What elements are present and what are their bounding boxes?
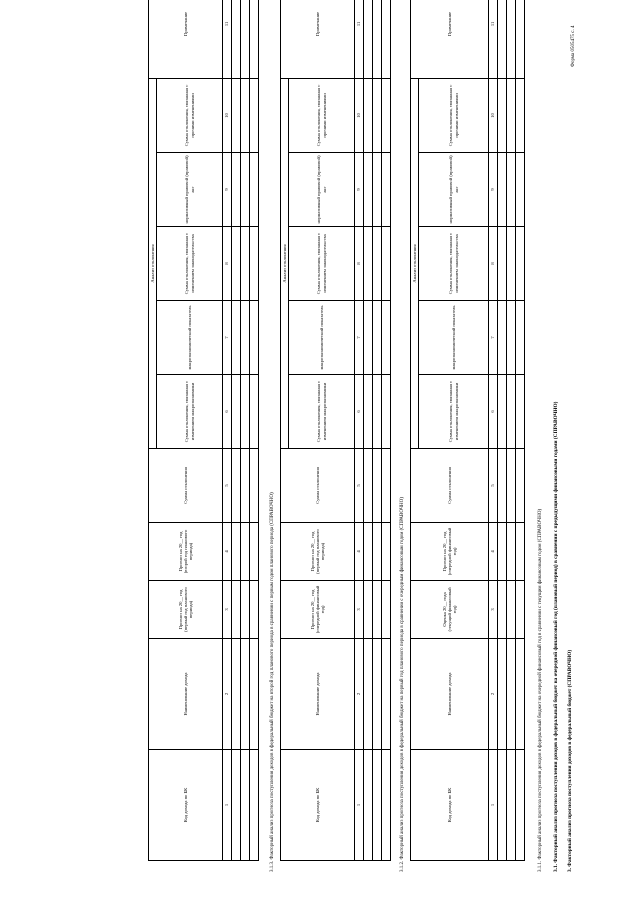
- col-number: 7: [355, 301, 364, 375]
- header-col5: Сумма отклонения: [281, 449, 355, 523]
- col-number: 9: [355, 153, 364, 227]
- header-col3: Оценка 20__ года (текущий финансовый год): [411, 581, 489, 639]
- col-number: 11: [355, 0, 364, 78]
- col-number: 4: [223, 523, 232, 581]
- col-number: 3: [355, 581, 364, 639]
- header-col9: нормативный правовой (правовой) акт: [289, 153, 355, 227]
- col-number: 9: [223, 153, 232, 227]
- table-caption-2: 3.1.2. Факторный анализ прогноза поступления доходов в федеральный бюджет на первый год планового периода в сравнении с очередным финансовым годом (СПРАВОЧНО): [400, 497, 405, 872]
- header-name: Наименование дохода: [411, 639, 489, 750]
- header-col11: Примечание: [411, 0, 489, 78]
- header-name: Наименование дохода: [281, 639, 355, 750]
- col-number: 7: [489, 301, 498, 375]
- table-caption-1: 3.1.1. Факторный анализ прогноза поступления доходов в федеральный бюджет на очередной финансовый год в сравнении с текущим финансовым годом (СПРАВОЧНО): [538, 508, 543, 872]
- col-number: 2: [355, 639, 364, 750]
- header-col6: Сумма отклонения, связанная с изменением макроэкономики: [157, 375, 223, 449]
- col-number: 8: [355, 227, 364, 301]
- factor-table-1: [410, 0, 525, 861]
- col-number: 2: [489, 639, 498, 750]
- header-col5: Сумма отклонения: [149, 449, 223, 523]
- table-row: [382, 0, 391, 861]
- col-number: 5: [223, 449, 232, 523]
- table-row: [232, 0, 241, 861]
- header-group: Анализ отклонения: [149, 78, 157, 448]
- col-number: 7: [223, 301, 232, 375]
- col-number: 5: [355, 449, 364, 523]
- header-col10: Сумма отклонения, связанная с прочими изменениями: [419, 78, 489, 152]
- header-code: Код дохода по БК: [281, 750, 355, 861]
- factor-table-3: [148, 0, 259, 861]
- col-number: 11: [223, 0, 232, 78]
- form-label: Форма 0505475 с. 4: [571, 25, 576, 67]
- table-row: [516, 0, 525, 861]
- col-number: 10: [355, 78, 364, 152]
- col-number: 6: [489, 375, 498, 449]
- header-col10: Сумма отклонения, связанная с прочими изменениями: [289, 78, 355, 152]
- table-row: [364, 0, 373, 861]
- col-number: 2: [223, 639, 232, 750]
- table-row: [241, 0, 250, 861]
- col-number: 6: [223, 375, 232, 449]
- col-number: 8: [223, 227, 232, 301]
- table-row: [498, 0, 507, 861]
- header-col4: Прогноз на 20__ год (второй год планового периода): [149, 523, 223, 581]
- header-col7: макроэкономический показатель: [419, 301, 489, 375]
- col-number: 3: [489, 581, 498, 639]
- col-number: 6: [355, 375, 364, 449]
- header-col6: Сумма отклонения, связанная с изменением макроэкономики: [289, 375, 355, 449]
- col-number: 4: [489, 523, 498, 581]
- col-number: 4: [355, 523, 364, 581]
- subsection-title: 3.1. Факторный анализ прогноза поступления доходов в федеральный бюджет на очередной финансовый год (плановый период) в сравнении с предыдущими финансовыми годами (СПРАВОЧНО): [553, 401, 559, 872]
- header-col4: Прогноз на 20__ год (первый год планового периода): [281, 523, 355, 581]
- header-name: Наименование дохода: [149, 639, 223, 750]
- header-col5: Сумма отклонения: [411, 449, 489, 523]
- header-col8: Сумма отклонения, связанная с изменением законодательства: [157, 227, 223, 301]
- col-number: 3: [223, 581, 232, 639]
- table-row: [250, 0, 259, 861]
- header-col3: Прогноз на 20__ год (очередной финансовый год): [281, 581, 355, 639]
- header-code: Код дохода по БК: [411, 750, 489, 861]
- header-col11: Примечание: [149, 0, 223, 78]
- header-col9: нормативный правовой (правовой) акт: [419, 153, 489, 227]
- header-col8: Сумма отклонения, связанная с изменением законодательства: [289, 227, 355, 301]
- table-row: [373, 0, 382, 861]
- header-col8: Сумма отклонения, связанная с изменением законодательства: [419, 227, 489, 301]
- col-number: 10: [223, 78, 232, 152]
- col-number: 1: [355, 750, 364, 861]
- section-title: 3. Факторный анализ прогноза поступления доходов в федеральный бюджет (СПРАВОЧНО): [567, 649, 573, 872]
- table-caption-3: 3.1.3. Факторный анализ прогноза поступления доходов в федеральный бюджет на второй год планового периода в сравнении с первым годом планового периода (СПРАВОЧНО): [270, 492, 275, 872]
- table-row: [507, 0, 516, 861]
- header-col11: Примечание: [281, 0, 355, 78]
- header-col3: Прогноз на 20__ год (первый год планового периода): [149, 581, 223, 639]
- col-number: 10: [489, 78, 498, 152]
- header-col6: Сумма отклонения, связанная с изменением макроэкономики: [419, 375, 489, 449]
- col-number: 1: [223, 750, 232, 861]
- header-col7: макроэкономический показатель: [289, 301, 355, 375]
- factor-table-2: [280, 0, 391, 861]
- header-group: Анализ отклонения: [281, 78, 289, 448]
- header-code: Код дохода по БК: [149, 750, 223, 861]
- header-col10: Сумма отклонения, связанная с прочими изменениями: [157, 78, 223, 152]
- col-number: 9: [489, 153, 498, 227]
- col-number: 11: [489, 0, 498, 78]
- col-number: 8: [489, 227, 498, 301]
- header-col4: Прогноз на 20__ год (очередной финансовый год): [411, 523, 489, 581]
- col-number: 1: [489, 750, 498, 861]
- col-number: 5: [489, 449, 498, 523]
- header-group: Анализ отклонения: [411, 78, 419, 448]
- header-col9: нормативный правовой (правовой) акт: [157, 153, 223, 227]
- header-col7: макроэкономический показатель: [157, 301, 223, 375]
